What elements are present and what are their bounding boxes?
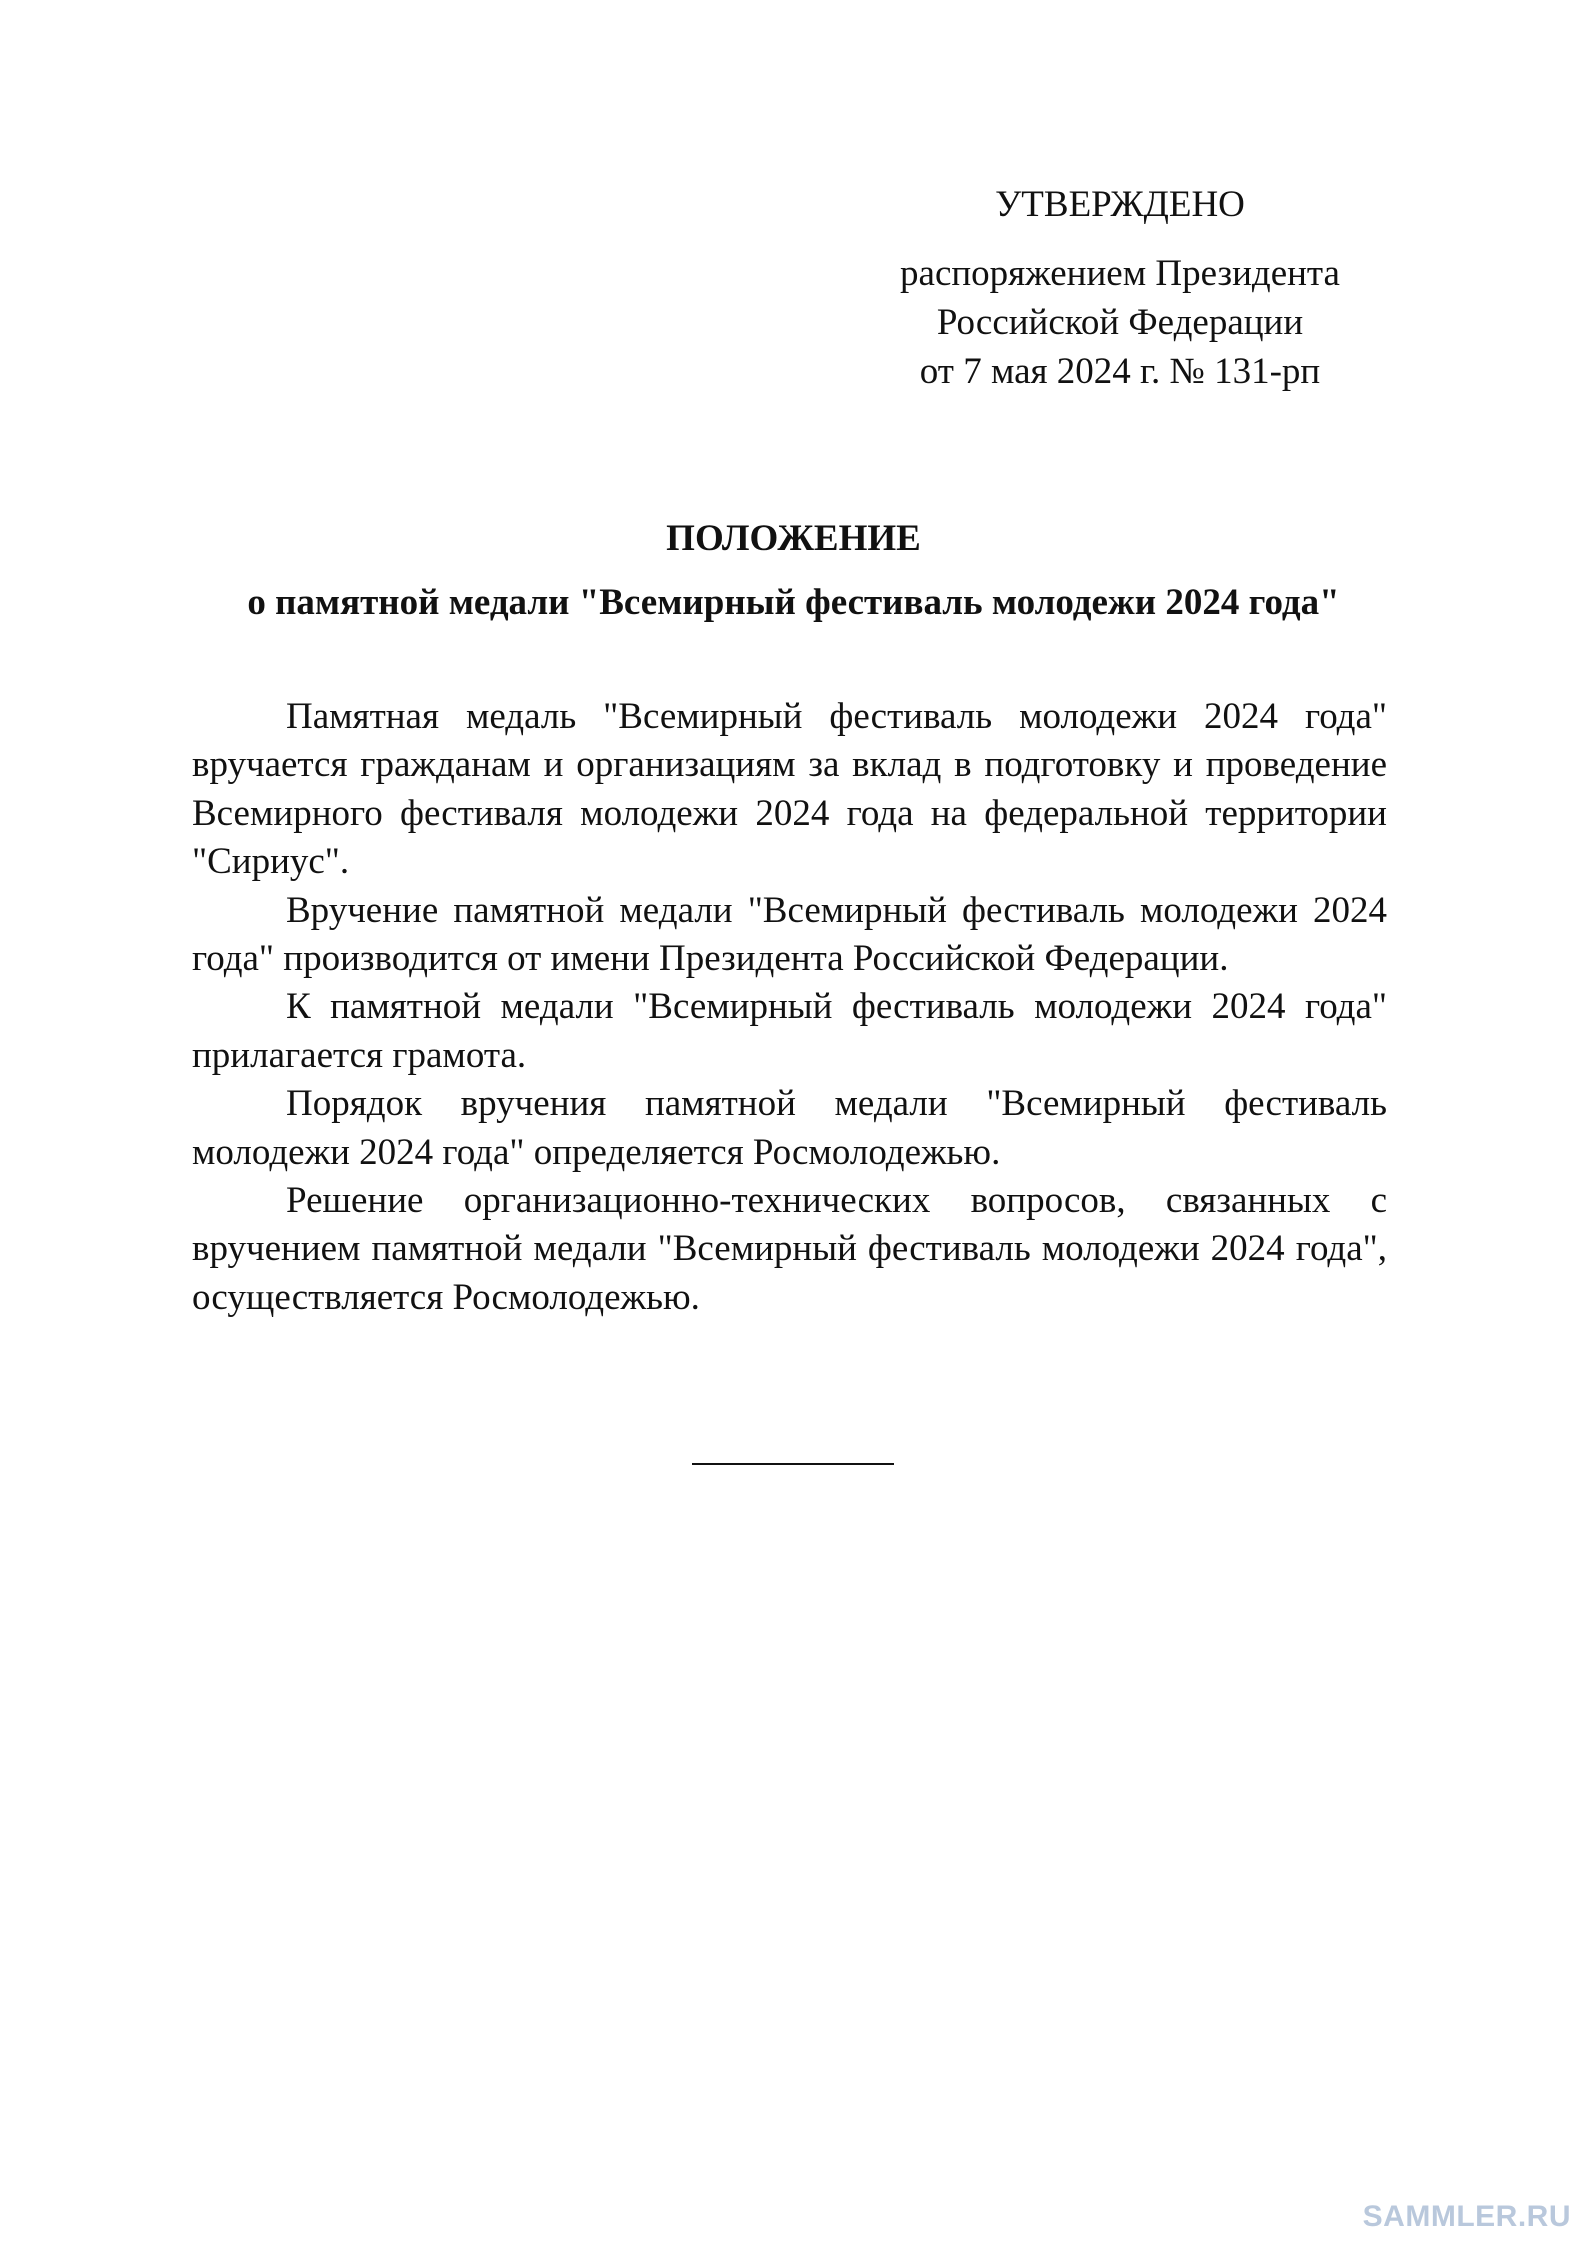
paragraph: Памятная медаль "Всемирный фестиваль молодежи 2024 года" вручается гражданам и организациям за вклад в подготовку и проведение Всемирного фестиваля молодежи 2024 года на федеральной территории "Сириус". xyxy=(192,696,1387,883)
paragraph: Решение организационно-технических вопросов, связанных с вручением памятной медали "Всемирный фестиваль молодежи 2024 года", осуществляется Росмолодежью. xyxy=(192,1180,1387,1318)
end-divider xyxy=(692,1463,894,1465)
approval-date-number: от 7 мая 2024 г. № 131-рп xyxy=(919,351,1321,392)
document-body xyxy=(192,693,1387,1322)
approved-by-line-1: распоряжением Президента xyxy=(900,253,1340,294)
approved-by-line-2: Российской Федерации xyxy=(936,302,1304,343)
approved-label: УТВЕРЖДЕНО xyxy=(995,184,1245,225)
document-subtitle: о памятной медали "Всемирный фестиваль молодежи 2024 года" xyxy=(247,582,1340,623)
watermark: SAMMLER.RU xyxy=(1362,2200,1571,2233)
paragraph: Порядок вручения памятной медали "Всемирный фестиваль молодежи 2024 года" определяется Росмолодежью. xyxy=(192,1083,1387,1173)
document-title: ПОЛОЖЕНИЕ xyxy=(666,518,921,559)
paragraph: Вручение памятной медали "Всемирный фестиваль молодежи 2024 года" производится от имени Президента Российской Федерации. xyxy=(192,889,1387,980)
paragraph: К памятной медали "Всемирный фестиваль молодежи 2024 года" прилагается грамота. xyxy=(192,986,1387,1076)
document-heading xyxy=(0,515,1587,627)
approval-stamp-block xyxy=(860,180,1380,396)
